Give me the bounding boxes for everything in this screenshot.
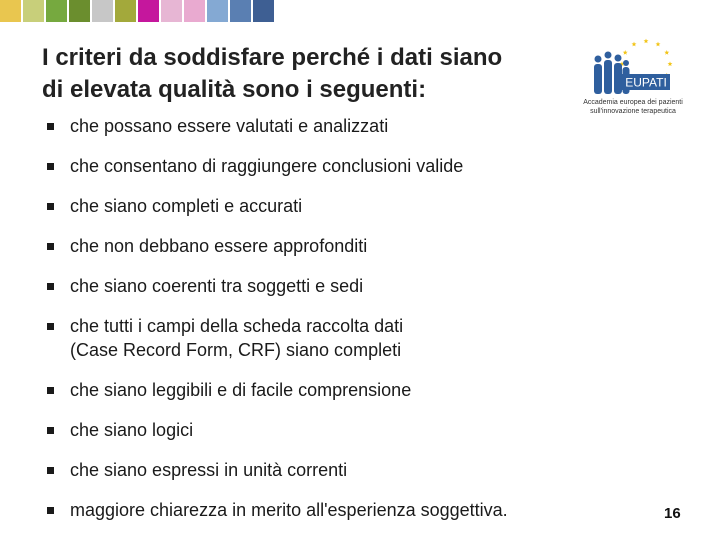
criteria-item: [44, 314, 644, 362]
color-strip-segment: [230, 0, 251, 22]
bullet-square-icon: [47, 427, 54, 434]
star-icon: [644, 39, 649, 44]
eupati-wordmark: EUPATI: [625, 75, 667, 90]
color-strip-segment: [69, 0, 90, 22]
color-strip-segment: [184, 0, 205, 22]
title-line-2: di elevata qualità sono i seguenti:: [42, 76, 427, 103]
bullet-square-icon: [47, 203, 54, 210]
title-line-1: I criteri da soddisfare perché i dati siano: [42, 44, 503, 71]
color-strip-segment: [46, 0, 67, 22]
criteria-text: che siano logici: [70, 420, 194, 440]
star-icon: [623, 50, 628, 55]
star-icon: [632, 42, 637, 47]
criteria-item: [44, 458, 644, 482]
criteria-text: che siano leggibili e di facile comprensione: [70, 380, 412, 400]
color-strip-segment: [0, 0, 21, 22]
logo-caption-line-2: sull'innovazione terapeutica: [590, 108, 676, 115]
bullet-square-icon: [47, 283, 54, 290]
bullet-square-icon: [47, 323, 54, 330]
criteria-text: che possano essere valutati e analizzati: [70, 116, 389, 136]
header-color-strip: [0, 0, 274, 22]
criteria-item: [44, 498, 644, 522]
criteria-item: [44, 154, 644, 178]
slide-title: [42, 42, 582, 106]
color-strip-segment: [161, 0, 182, 22]
bullet-square-icon: [47, 243, 54, 250]
bullet-square-icon: [47, 467, 54, 474]
criteria-item: [44, 194, 644, 218]
criteria-text: che non debbano essere approfonditi: [70, 236, 368, 256]
bullet-square-icon: [47, 163, 54, 170]
color-strip-segment: [138, 0, 159, 22]
page-number: 16: [664, 505, 681, 522]
bullet-square-icon: [47, 123, 54, 130]
bullet-square-icon: [47, 507, 54, 514]
color-strip-segment: [207, 0, 228, 22]
criteria-item: [44, 418, 644, 442]
star-icon: [656, 42, 661, 47]
criteria-item: [44, 234, 644, 258]
criteria-text: che siano coerenti tra soggetti e sedi: [70, 276, 364, 296]
logo-caption-line-1: Accademia europea dei pazienti: [583, 99, 683, 106]
color-strip-segment: [115, 0, 136, 22]
bullet-square-icon: [47, 387, 54, 394]
criteria-text: che consentano di raggiungere conclusioni valide: [70, 156, 464, 176]
criteria-text: che siano completi e accurati: [70, 196, 303, 216]
criteria-text: che tutti i campi della scheda raccolta dati: [70, 316, 404, 336]
color-strip-segment: [92, 0, 113, 22]
star-icon: [668, 61, 673, 66]
criteria-item: [44, 274, 644, 298]
criteria-item: [44, 114, 644, 138]
criteria-item: [44, 378, 644, 402]
criteria-text: che siano espressi in unità correnti: [70, 460, 348, 480]
criteria-text: maggiore chiarezza in merito all'esperienza soggettiva.: [70, 500, 508, 520]
criteria-list: [44, 114, 644, 522]
color-strip-segment: [23, 0, 44, 22]
color-strip-segment: [253, 0, 274, 22]
star-icon: [664, 50, 669, 55]
criteria-text-continued: (Case Record Form, CRF) siano completi: [70, 340, 402, 360]
